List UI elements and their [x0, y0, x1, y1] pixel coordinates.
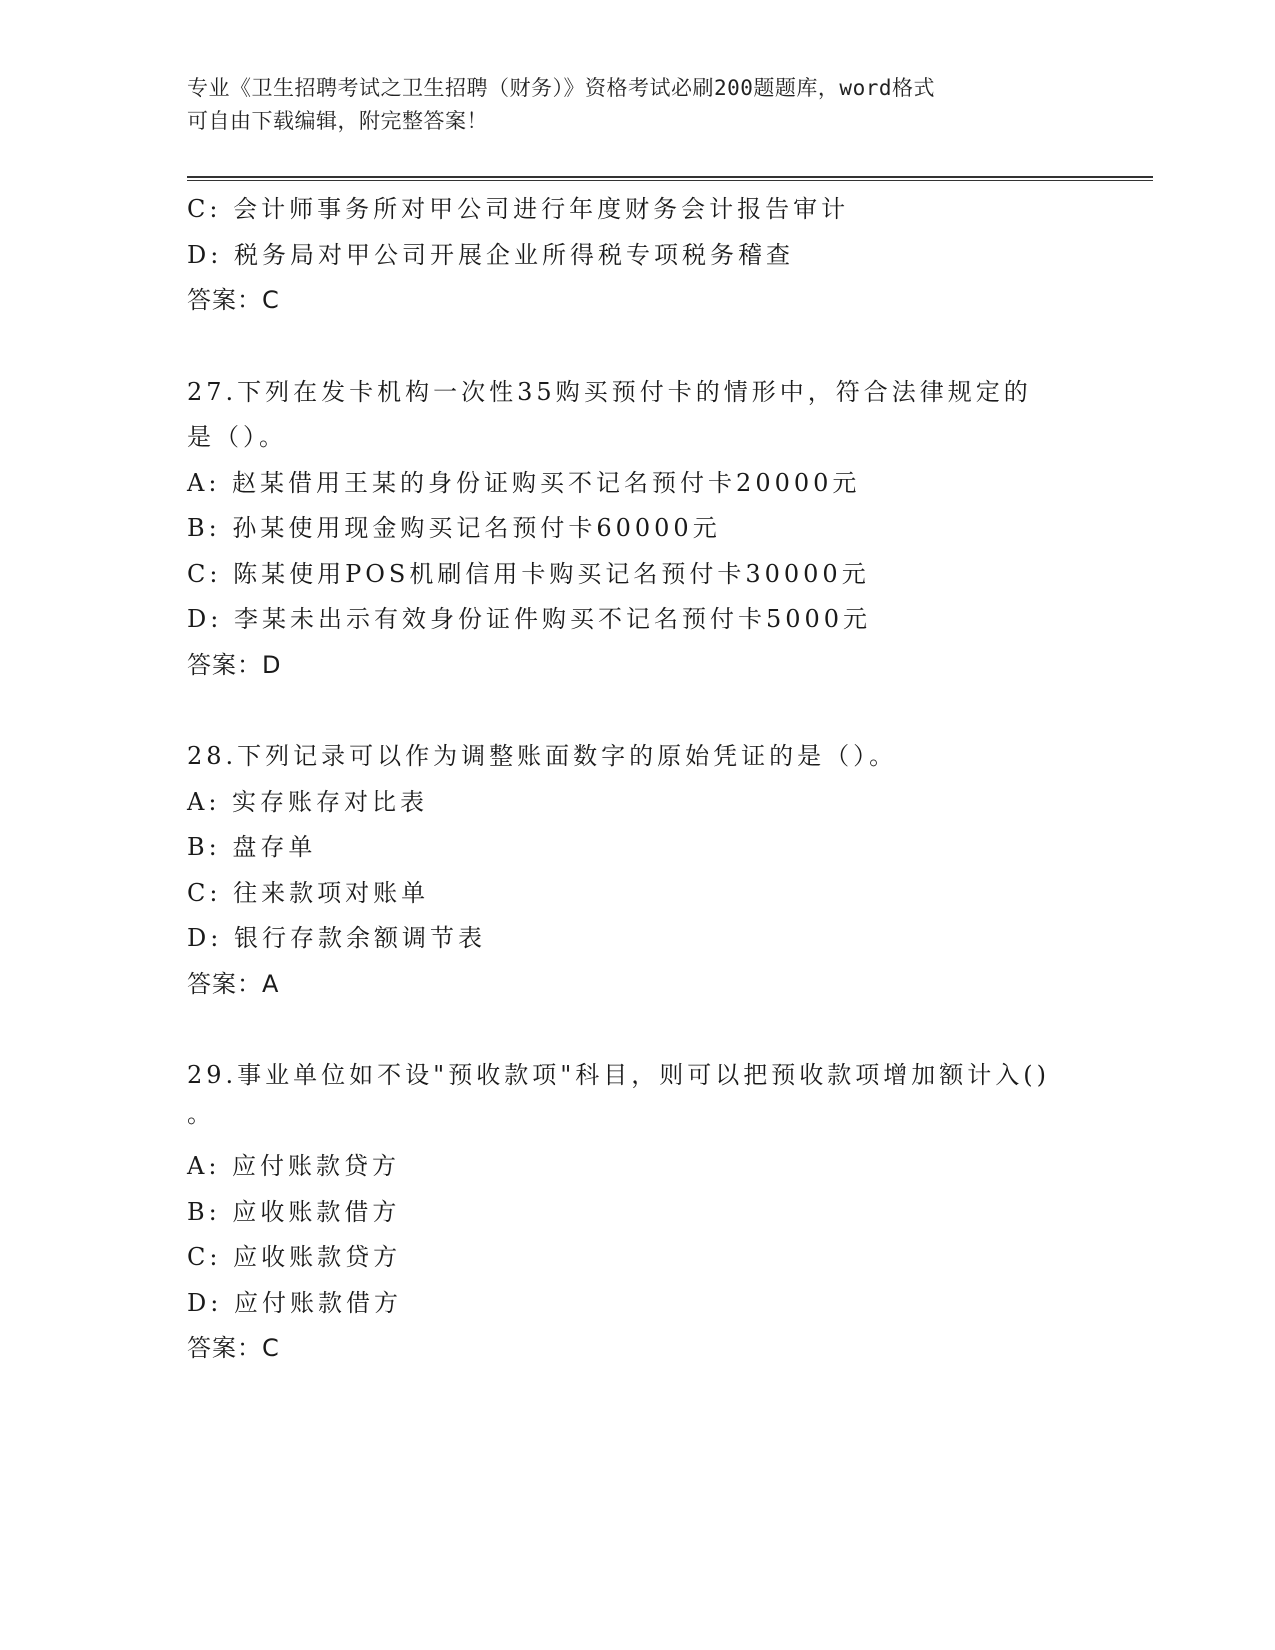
answer: 答案：D [187, 650, 282, 679]
question-29 [187, 1053, 1147, 1372]
header-line-2: 可自由下载编辑，附完整答案！ [187, 109, 488, 133]
document-header [187, 72, 1087, 138]
question-list [187, 187, 1147, 1372]
option-b: B: 孙某使用现金购买记名预付卡60000元 [187, 514, 721, 542]
answer: 答案：A [187, 969, 280, 998]
option-a: A: 应付账款贷方 [187, 1152, 401, 1180]
question-stem-continued: 。 [187, 1099, 215, 1128]
question-stem: 29.事业单位如不设"预收款项"科目，则可以把预收款项增加额计入() [187, 1061, 1050, 1089]
header-line-1: 专业《卫生招聘考试之卫生招聘（财务）》资格考试必刷200题题库，word格式 [187, 76, 935, 100]
answer: 答案：C [187, 1334, 280, 1362]
question-stem-continued: 是（）。 [187, 423, 287, 451]
option-c: C: 应收账款贷方 [187, 1243, 402, 1271]
question-27 [187, 370, 1147, 689]
option-a: A: 赵某借用王某的身份证购买不记名预付卡20000元 [187, 468, 861, 497]
option-d: D: 税务局对甲公司开展企业所得税专项税务稽查 [187, 240, 794, 269]
option-a: A: 实存账存对比表 [187, 787, 429, 816]
option-d: D: 银行存款余额调节表 [187, 924, 486, 952]
option-c: C: 陈某使用POS机刷信用卡购买记名预付卡30000元 [187, 559, 870, 588]
question-stem: 27.下列在发卡机构一次性35购买预付卡的情形中，符合法律规定的 [187, 377, 1032, 406]
header-divider [187, 176, 1153, 181]
option-b: B: 盘存单 [187, 833, 317, 861]
question-26-continued [187, 187, 1147, 324]
option-b: B: 应收账款借方 [187, 1197, 401, 1226]
option-c: C: 往来款项对账单 [187, 878, 430, 907]
question-stem: 28.下列记录可以作为调整账面数字的原始凭证的是（）。 [187, 742, 898, 770]
option-c: C: 会计师事务所对甲公司进行年度财务会计报告审计 [187, 195, 850, 223]
option-d: D: 李某未出示有效身份证件购买不记名预付卡5000元 [187, 605, 872, 633]
answer: 答案：C [187, 286, 280, 314]
option-d: D: 应付账款借方 [187, 1288, 402, 1317]
question-28 [187, 734, 1147, 1007]
